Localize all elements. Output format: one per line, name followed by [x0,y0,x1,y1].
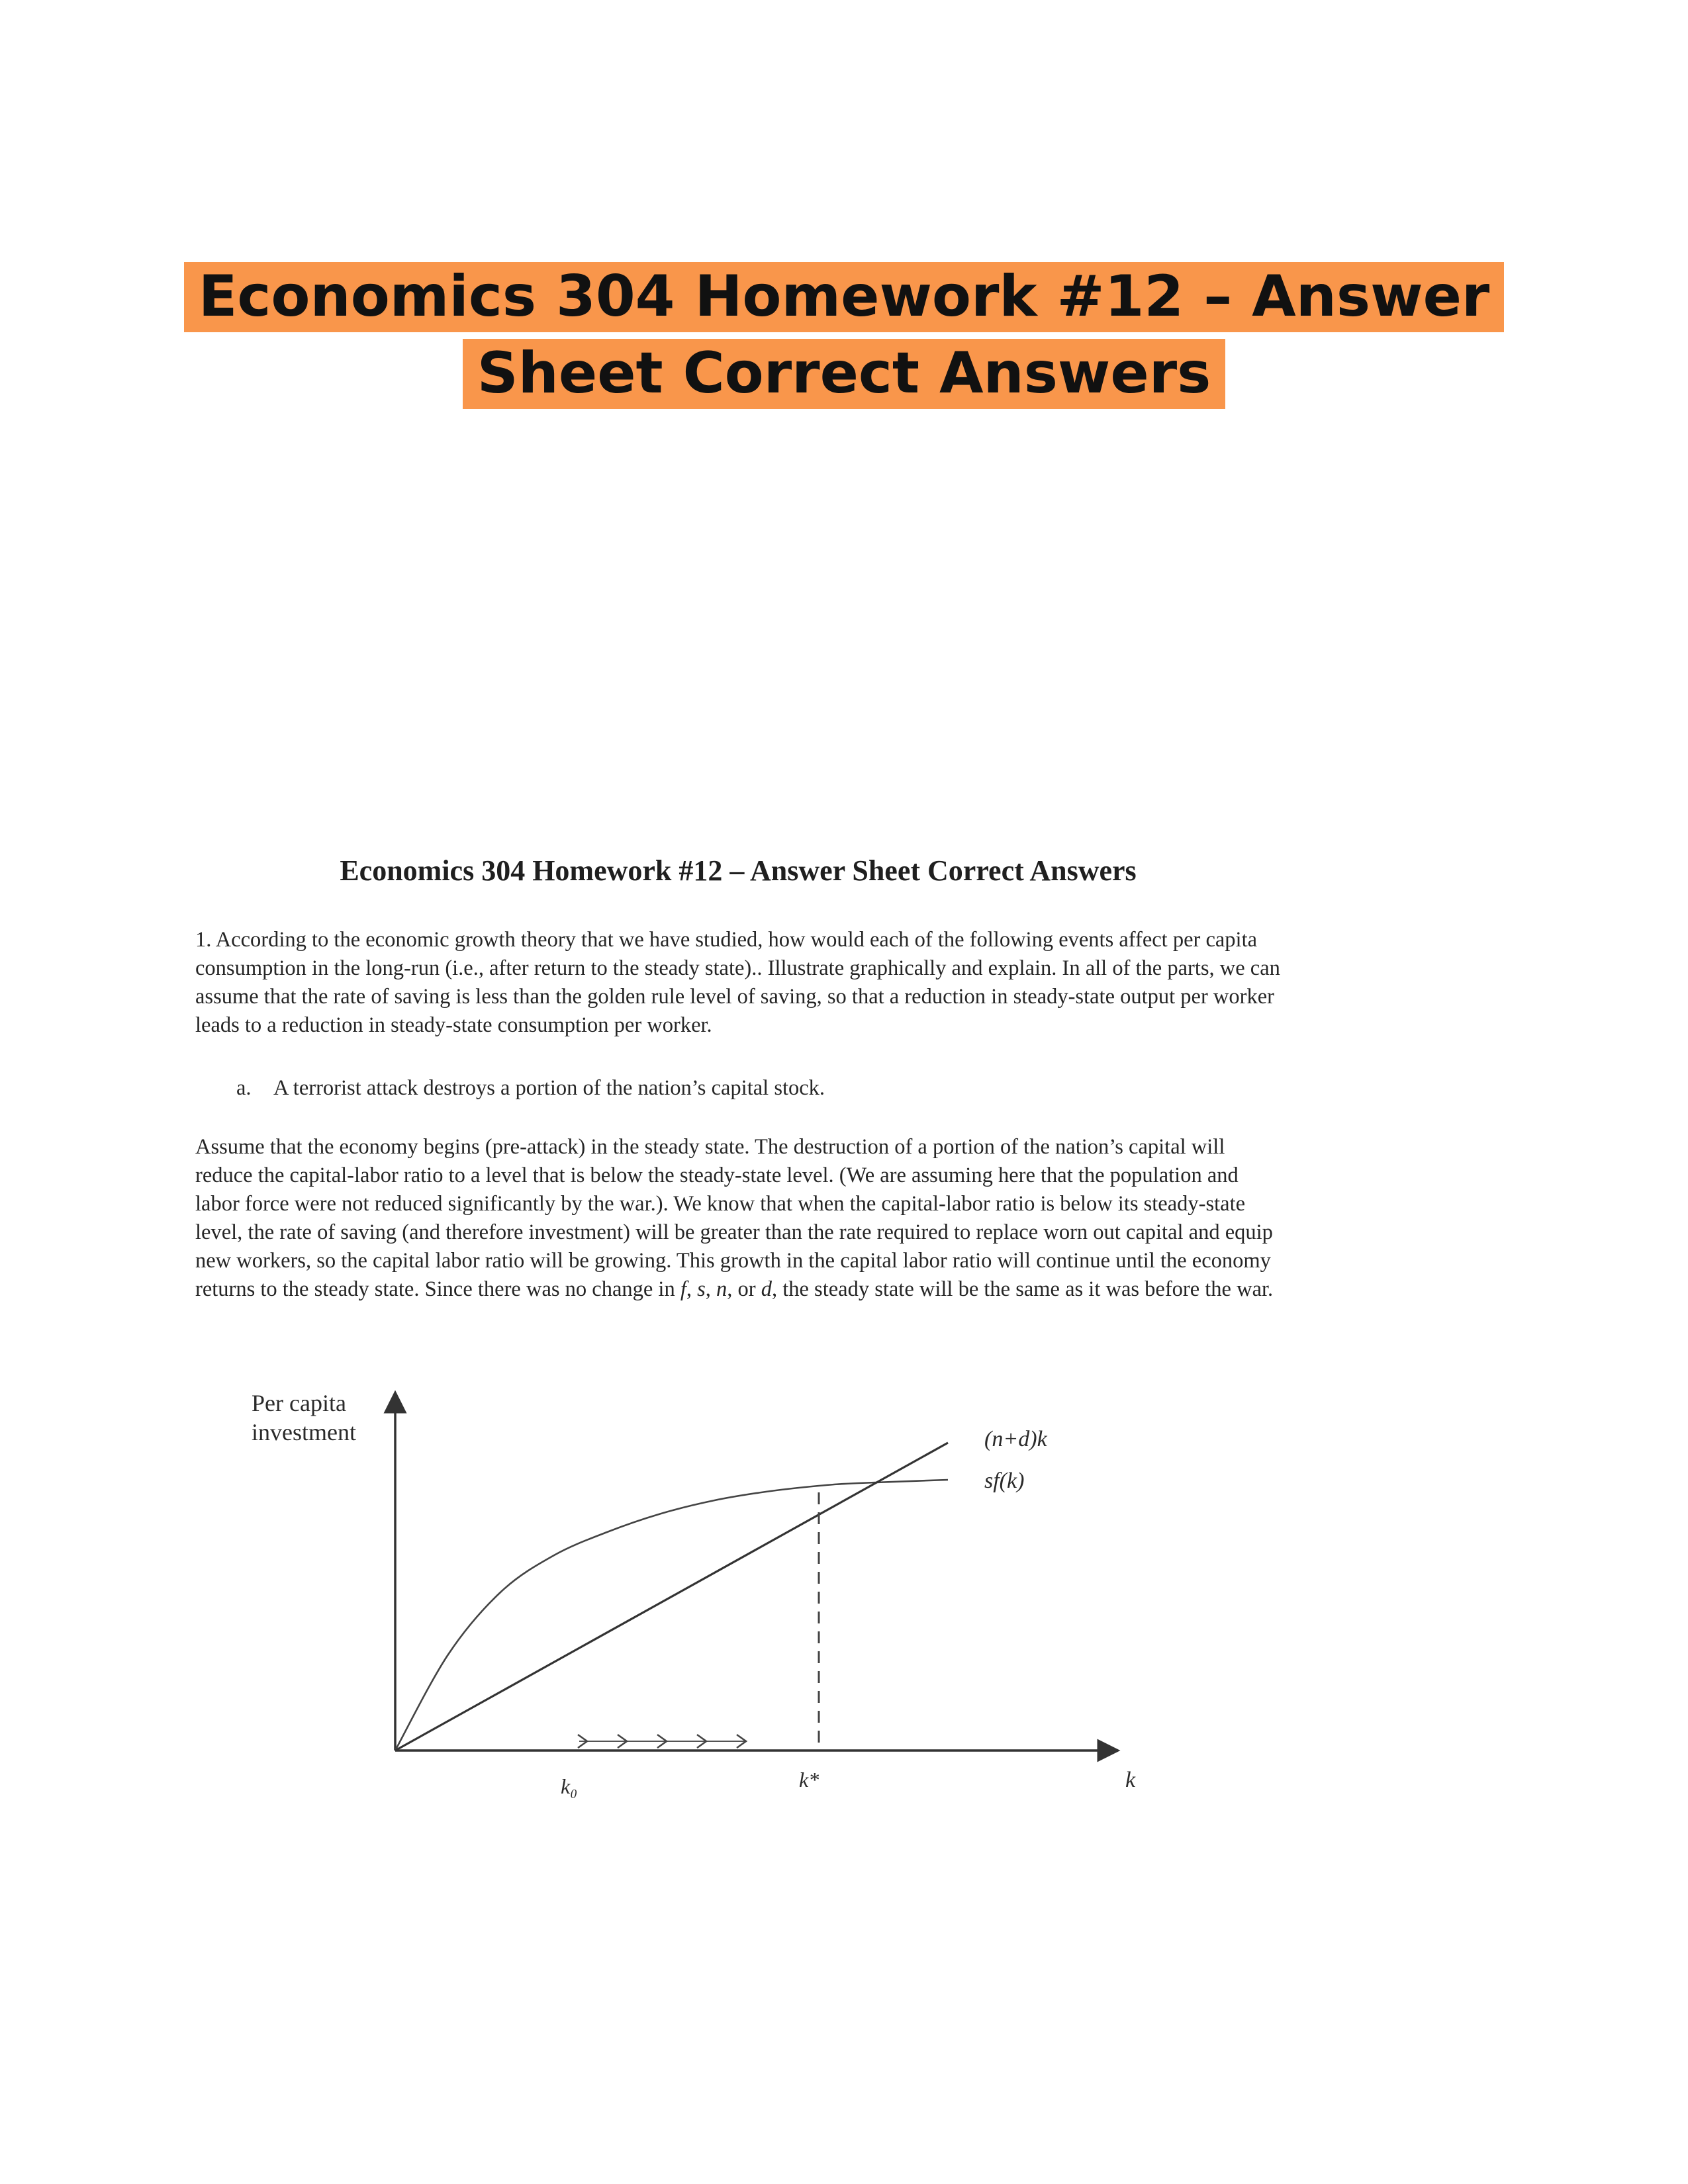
k0-tick-label: k₀ [561,1774,578,1798]
page-banner [0,258,1688,412]
y-axis-label-line-1: Per capita [252,1390,346,1416]
answer-var-d: d [761,1277,772,1301]
answer-var-f: f [680,1277,686,1301]
series-sf-k-label: sf(k) [984,1469,1025,1493]
convergence-arrow [657,1735,667,1748]
banner-line-2: Sheet Correct Answers [463,339,1226,409]
series-n-d-k-label: (n+d)k [984,1427,1047,1451]
convergence-arrow [737,1735,746,1748]
document-title: Economics 304 Homework #12 – Answer Sheet Correct Answers [340,854,1137,887]
part-a [236,1074,1281,1103]
question-1-text: 1. According to the economic growth theory that we have studied, how would each of the following events affect per capita consumption in the long-run (i.e., after return to the steady state).. Illustrate graphically and explain. In all of the parts, we can assume that the rate of saving is less than the golden rule level of saving, so that a reduction in steady-state output per worker leads to a reduction in steady-state consumption per worker. [195,928,1280,1037]
answer-sep-1: , [686,1277,698,1301]
answer-sep-3: , or [727,1277,761,1301]
y-axis-label-line-2: investment [252,1419,356,1445]
banner-line-1: Economics 304 Homework #12 – Answer [184,262,1505,332]
answer-text-1: Assume that the economy begins (pre-attack) in the steady state. The destruction of a portion of the nation’s capital will reduce the capital-labor ratio to a level that is below the steady-state level. (We are assuming here that the population and labor force were not reduced significantly by the war.). We know that when the capital-labor ratio is below its steady-state level, the rate of saving (and therefore investment) will be greater than the rate required to replace worn out capital and equip new workers, so the capital labor ratio will be growing. This growth in the capital labor ratio will continue until the economy returns to the steady state. Since there was no change in [195,1135,1273,1301]
x-axis-label: k [1125,1768,1136,1792]
convergence-arrow [578,1735,587,1748]
answer-text-2: , the steady state will be the same as it was before the war. [771,1277,1274,1301]
answer-var-s: s [697,1277,706,1301]
part-a-text: A terrorist attack destroys a portion of the nation’s capital stock. [273,1076,825,1100]
k-star-tick-label: k* [799,1768,820,1792]
answer-var-n: n [716,1277,727,1301]
answer-sep-2: , [705,1277,717,1301]
part-a-label: a. [236,1076,252,1100]
convergence-arrows [578,1735,746,1748]
convergence-arrow [697,1735,706,1748]
convergence-arrow [618,1735,627,1748]
answer-text [195,1133,1281,1304]
series-sf-k-curve [395,1480,948,1751]
document-scan [195,854,1281,1304]
series-n-d-k-line [395,1443,948,1751]
